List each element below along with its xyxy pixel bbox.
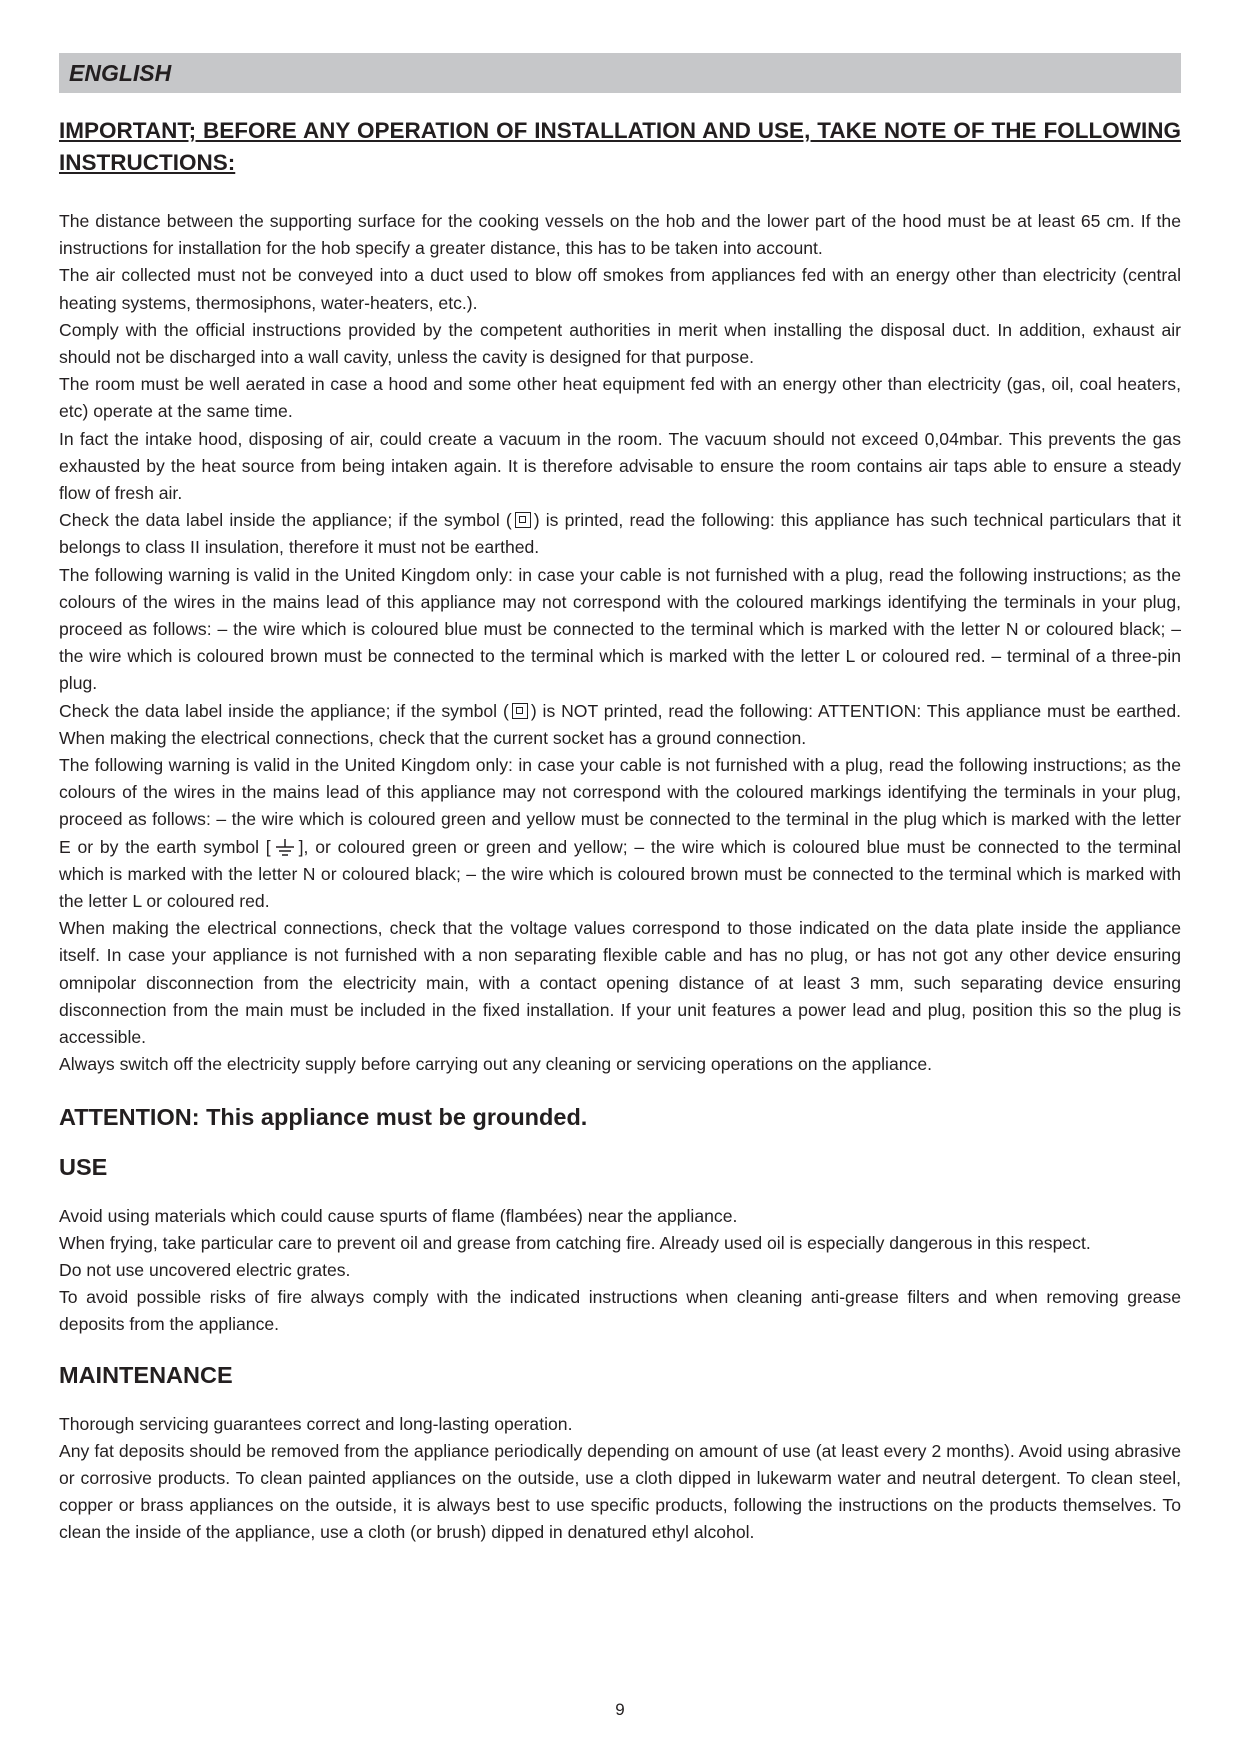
instruction-paragraph: Always switch off the electricity supply before carrying out any cleaning or servicing operations on the appliance.: [59, 1054, 932, 1075]
instruction-paragraph: The following warning is valid in the United Kingdom only: in case your cable is not furnished with a plug, read the following instructions; as the colours of the wires in the mains lead of this appliance may not correspond with the coloured markings identifying the terminals in your plug, proceed as follows: – the wire which is coloured blue must be connected to the terminal which is marked with the letter N or coloured black; – the wire which is coloured brown must be connected to the terminal which is marked with the letter L or coloured red. – terminal of a three-pin plug.: [59, 564, 1181, 694]
maintenance-paragraph: Any fat deposits should be removed from the appliance periodically depending on amount of use (at least every 2 months). Avoid using abrasive or corrosive products. To clean painted appliances on the outside, use a cloth dipped in lukewarm water and neutral detergent. To clean steel, copper or brass appliances on the outside, it is always best to use specific products, following the instructions on the products themselves. To clean the inside of the appliance, use a cloth (or brush) dipped in denatured ethyl alcohol.: [59, 1440, 1181, 1543]
instructions-section: [59, 208, 1181, 1079]
document-page: [59, 53, 1181, 1547]
page-number: 9: [615, 1700, 625, 1719]
instruction-paragraph: The air collected must not be conveyed into a duct used to blow off smokes from appliances fed with an energy other than electricity (central heating systems, thermosiphons, water-heaters, etc.).: [59, 265, 1181, 313]
use-heading: USE: [59, 1153, 108, 1180]
instruction-paragraph: [59, 752, 1181, 915]
language-label: ENGLISH: [69, 59, 172, 86]
instruction-text: Check the data label inside the appliance; if the symbol (: [59, 700, 509, 721]
instruction-paragraph: [59, 507, 1181, 561]
use-paragraph: When frying, take particular care to prevent oil and grease from catching fire. Already used oil is especially dangerous in this respect.: [59, 1232, 1091, 1253]
maintenance-heading: MAINTENANCE: [59, 1361, 233, 1388]
important-heading: IMPORTANT; BEFORE ANY OPERATION OF INSTALLATION AND USE, TAKE NOTE OF THE FOLLOWING INSTRUCTIONS:: [59, 118, 1181, 175]
instruction-paragraph: [59, 698, 1181, 752]
double-insulation-icon: [515, 512, 531, 528]
use-paragraph: To avoid possible risks of fire always comply with the indicated instructions when cleaning anti-grease filters and when removing grease deposits from the appliance.: [59, 1287, 1181, 1335]
instruction-text: ) is printed, read the following: this appliance has such technical particulars that it belongs to class II insulation, therefore it must not be earthed.: [59, 510, 1181, 558]
instruction-paragraph: In fact the intake hood, disposing of air, could create a vacuum in the room. The vacuum should not exceed 0,04mbar. This prevents the gas exhausted by the heat source from being intaken again. It is therefore advisable to ensure the room contains air taps able to ensure a steady flow of fresh air.: [59, 428, 1181, 504]
instruction-text: ) is NOT printed, read the following: ATTENTION: This appliance must be earthed. When making the electrical connections, check that the current socket has a ground connection.: [59, 700, 1182, 748]
instruction-text: Check the data label inside the appliance; if the symbol (: [59, 510, 512, 531]
use-section: [59, 1203, 1181, 1339]
maintenance-paragraph: Thorough servicing guarantees correct and long-lasting operation.: [59, 1413, 573, 1434]
instruction-paragraph: The room must be well aerated in case a hood and some other heat equipment fed with an energy other than electricity (gas, oil, coal heaters, etc) operate at the same time.: [59, 374, 1181, 422]
earth-symbol-icon: [274, 837, 296, 857]
instruction-paragraph: When making the electrical connections, check that the voltage values correspond to those indicated on the data plate inside the appliance itself. In case your appliance is not furnished with a non separating flexible cable and has no plug, or has not got any other device ensuring omnipolar disconnection from the electricity main, with a contact opening distance of at least 3 mm, such separating device ensuring disconnection from the main must be included in the fixed installation. If your unit features a power lead and plug, position this so the plug is accessible.: [59, 918, 1181, 1048]
language-header-bar: [59, 53, 1181, 93]
instruction-paragraph: The distance between the supporting surface for the cooking vessels on the hob and the lower part of the hood must be at least 65 cm. If the instructions for installation for the hob specify a greater distance, this has to be taken into account.: [59, 211, 1181, 259]
double-insulation-icon: [512, 703, 528, 719]
attention-heading: ATTENTION: This appliance must be grounded.: [59, 1103, 588, 1130]
use-paragraph: Avoid using materials which could cause spurts of flame (flambées) near the appliance.: [59, 1205, 738, 1226]
instruction-text: The following warning is valid in the United Kingdom only: in case your cable is not furnished with a plug, read the following instructions; as the colours of the wires in the mains lead of this appliance may not correspond with the coloured markings identifying the terminals in your plug, proceed as follows: – the wire which is coloured green and yellow must be connected to the terminal in the plug which is marked with the letter E or by the earth symbol [: [59, 755, 1181, 857]
use-paragraph: Do not use uncovered electric grates.: [59, 1259, 351, 1280]
maintenance-section: [59, 1411, 1181, 1547]
instruction-paragraph: Comply with the official instructions provided by the competent authorities in merit when installing the disposal duct. In addition, exhaust air should not be discharged into a wall cavity, unless the cavity is designed for that purpose.: [59, 319, 1181, 368]
instruction-text: ], or coloured green or green and yellow; – the wire which is coloured blue must be connected to the terminal which is marked with the letter N or coloured black; – the wire which is coloured brown must be connected to the terminal which is marked with the letter L or coloured red.: [59, 836, 1181, 912]
